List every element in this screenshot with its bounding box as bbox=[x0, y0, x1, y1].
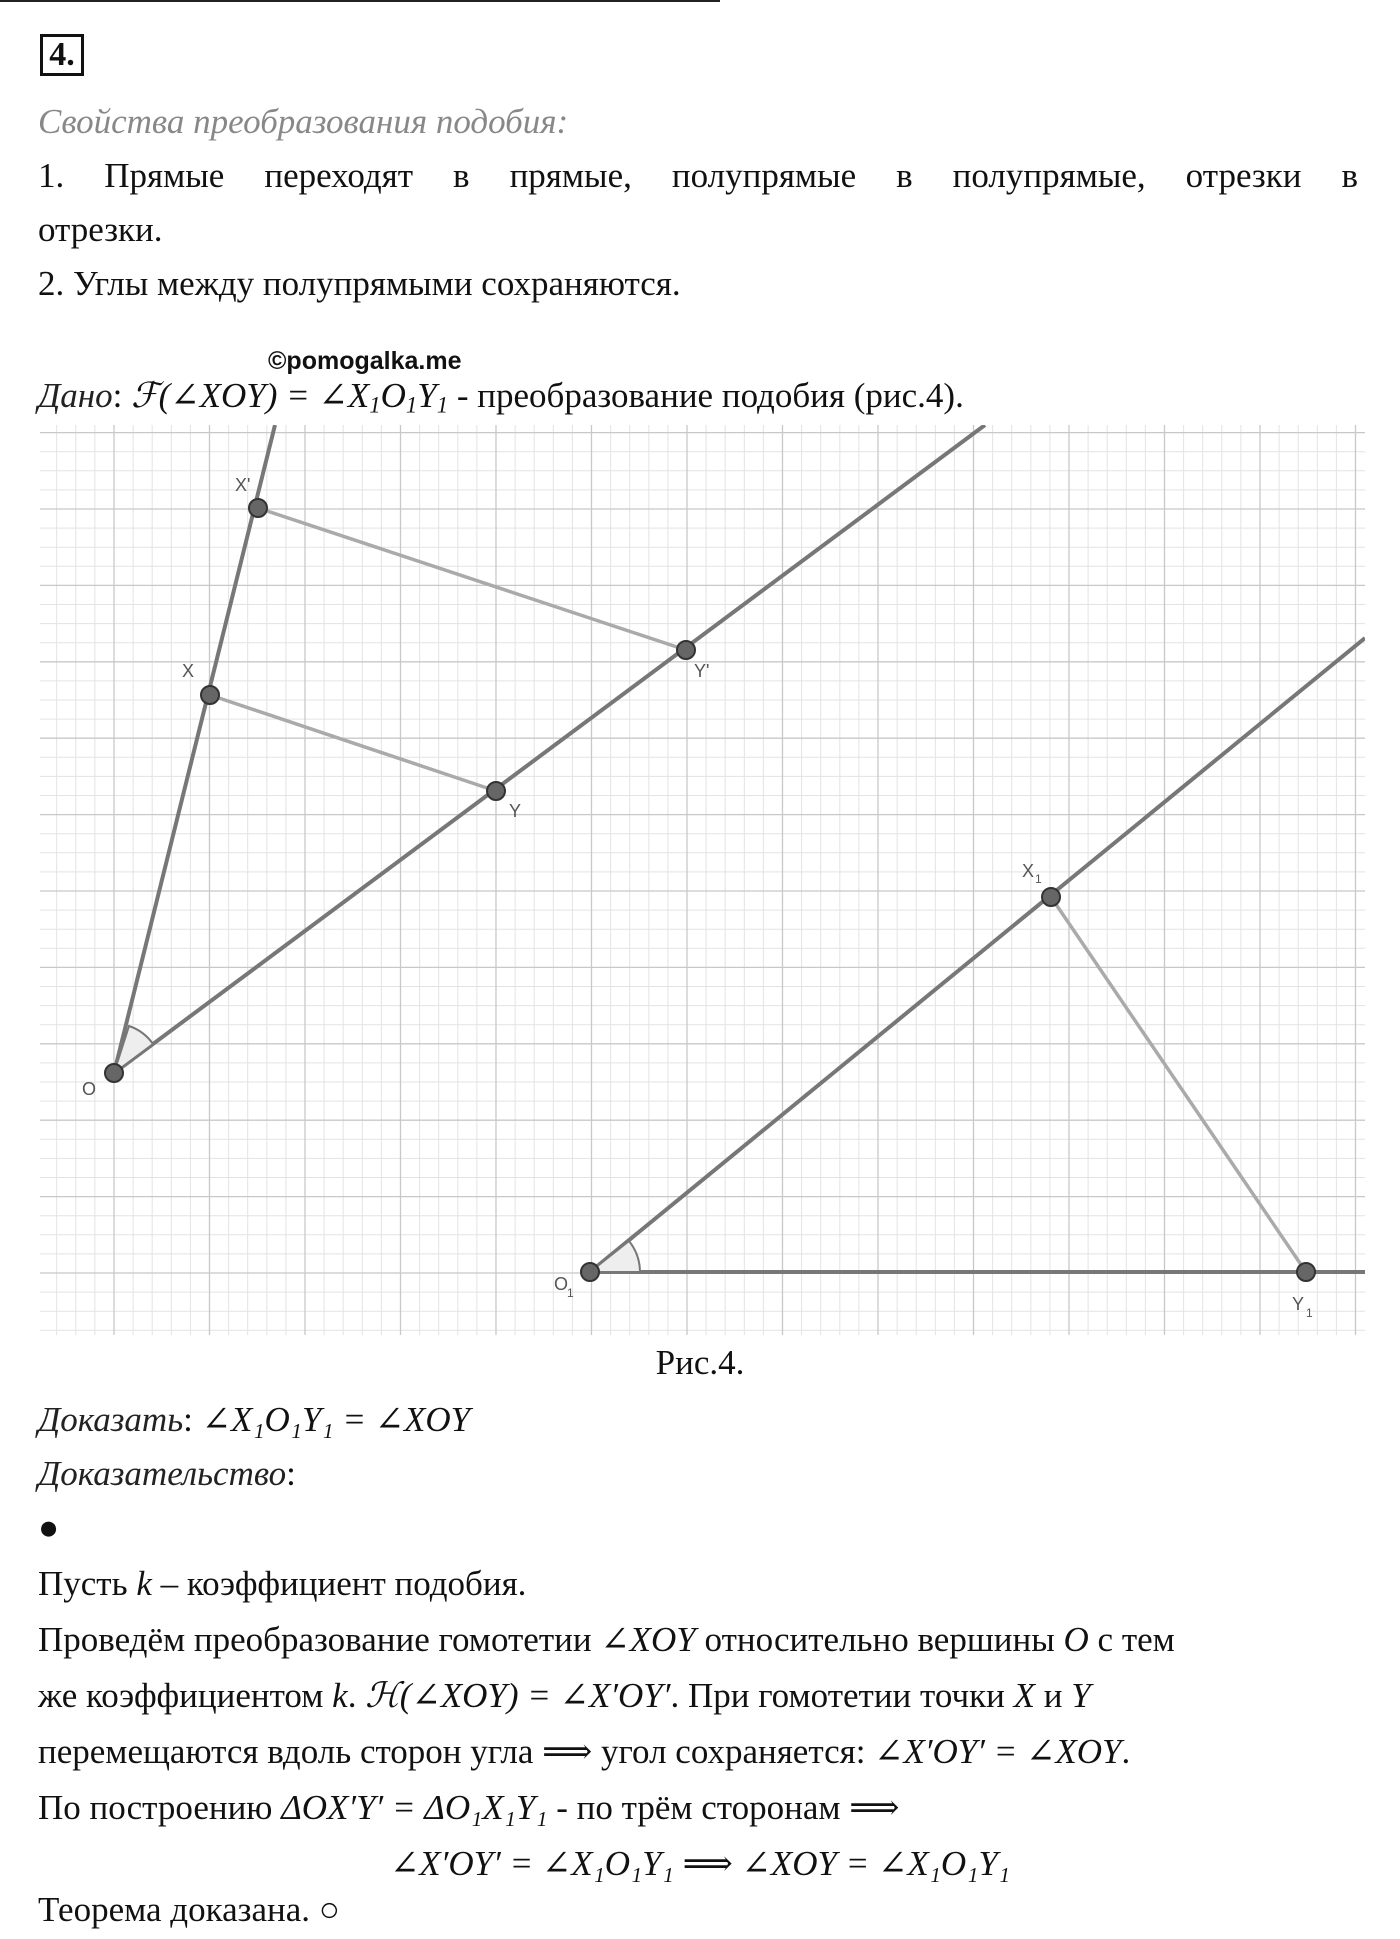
label-O: O bbox=[82, 1079, 97, 1099]
label-Y: Y bbox=[509, 801, 522, 821]
problem-number: 4. bbox=[40, 34, 84, 76]
point-Xp bbox=[249, 499, 267, 517]
properties-heading: Свойства преобразования подобия: bbox=[38, 102, 569, 141]
given-text: - преобразование подобия (рис.4). bbox=[448, 376, 964, 415]
point-O1 bbox=[581, 1263, 599, 1281]
label-Y1: Y bbox=[1292, 1294, 1305, 1314]
label-X: X bbox=[182, 661, 195, 681]
point-Y1 bbox=[1297, 1263, 1315, 1281]
minor-grid bbox=[40, 425, 1365, 1335]
point-Yp bbox=[677, 641, 695, 659]
label-O1: O bbox=[554, 1274, 569, 1294]
point-O bbox=[105, 1064, 123, 1082]
proof-line-3: же коэффициентом k. ℋ(∠XOY) = ∠X′OY′. При гомотетии точки X и Y bbox=[38, 1676, 1091, 1715]
proof-line-5: По построению ΔOX′Y′ = ΔO₁X₁Y₁ - по трём сторонам ⟹ bbox=[38, 1788, 900, 1827]
watermark: ©pomogalka.me bbox=[268, 347, 462, 375]
prove-label: Доказать bbox=[38, 1400, 184, 1439]
proof-line-2: Проведём преобразование гомотетии ∠XOY относительно вершины O с тем bbox=[38, 1620, 1175, 1659]
ray-OX bbox=[114, 425, 275, 1073]
label-Yp: Y' bbox=[694, 661, 710, 681]
point-Y bbox=[487, 782, 505, 800]
property-1-line1: 1. Прямые переходят в прямые, полупрямые в полупрямые, отрезки в bbox=[38, 156, 1358, 195]
ray-OY bbox=[114, 425, 985, 1073]
figure-caption: Рис.4. bbox=[655, 1343, 745, 1382]
theorem-proven: Теорема доказана. ○ bbox=[38, 1890, 340, 1929]
similarity-figure bbox=[40, 425, 1365, 1335]
label-X1: X bbox=[1022, 861, 1035, 881]
bullet: ● bbox=[38, 1508, 60, 1547]
proof-heading: Доказательство: bbox=[38, 1454, 296, 1493]
label-X1-sub: 1 bbox=[1035, 872, 1042, 886]
property-1-line2: отрезки. bbox=[38, 210, 163, 249]
prove-line: Доказать: ∠X₁O₁Y₁ = ∠XOY bbox=[38, 1400, 471, 1439]
given-label: Дано bbox=[38, 376, 113, 415]
given-line: Дано: ℱ(∠XOY) = $\angle X_1O_1Y_1$ - преобразование подобия (рис.4). bbox=[38, 376, 964, 418]
point-X1 bbox=[1042, 888, 1060, 906]
label-O1-sub: 1 bbox=[567, 1286, 574, 1300]
prove-formula: ∠X₁O₁Y₁ = ∠XOY bbox=[201, 1400, 471, 1439]
segment-XpYp bbox=[258, 508, 686, 650]
proof-line-1: Пусть k – коэффициент подобия. bbox=[38, 1564, 527, 1603]
proof-line-6: ∠X′OY′ = ∠X₁O₁Y₁ ⟹ ∠XOY = ∠X₁O₁Y₁ bbox=[389, 1844, 1011, 1883]
top-rule bbox=[0, 0, 720, 2]
point-X bbox=[201, 686, 219, 704]
proof-line-4: перемещаются вдоль сторон угла ⟹ угол сохраняется: ∠X′OY′ = ∠XOY. bbox=[38, 1732, 1131, 1771]
given-formula: ℱ(∠XOY) = $\angle X_1O_1Y_1$ bbox=[131, 376, 449, 418]
label-Y1-sub: 1 bbox=[1306, 1306, 1313, 1320]
property-2: 2. Углы между полупрямыми сохраняются. bbox=[38, 264, 681, 303]
label-Xp: X' bbox=[235, 475, 251, 495]
major-grid bbox=[40, 425, 1365, 1335]
